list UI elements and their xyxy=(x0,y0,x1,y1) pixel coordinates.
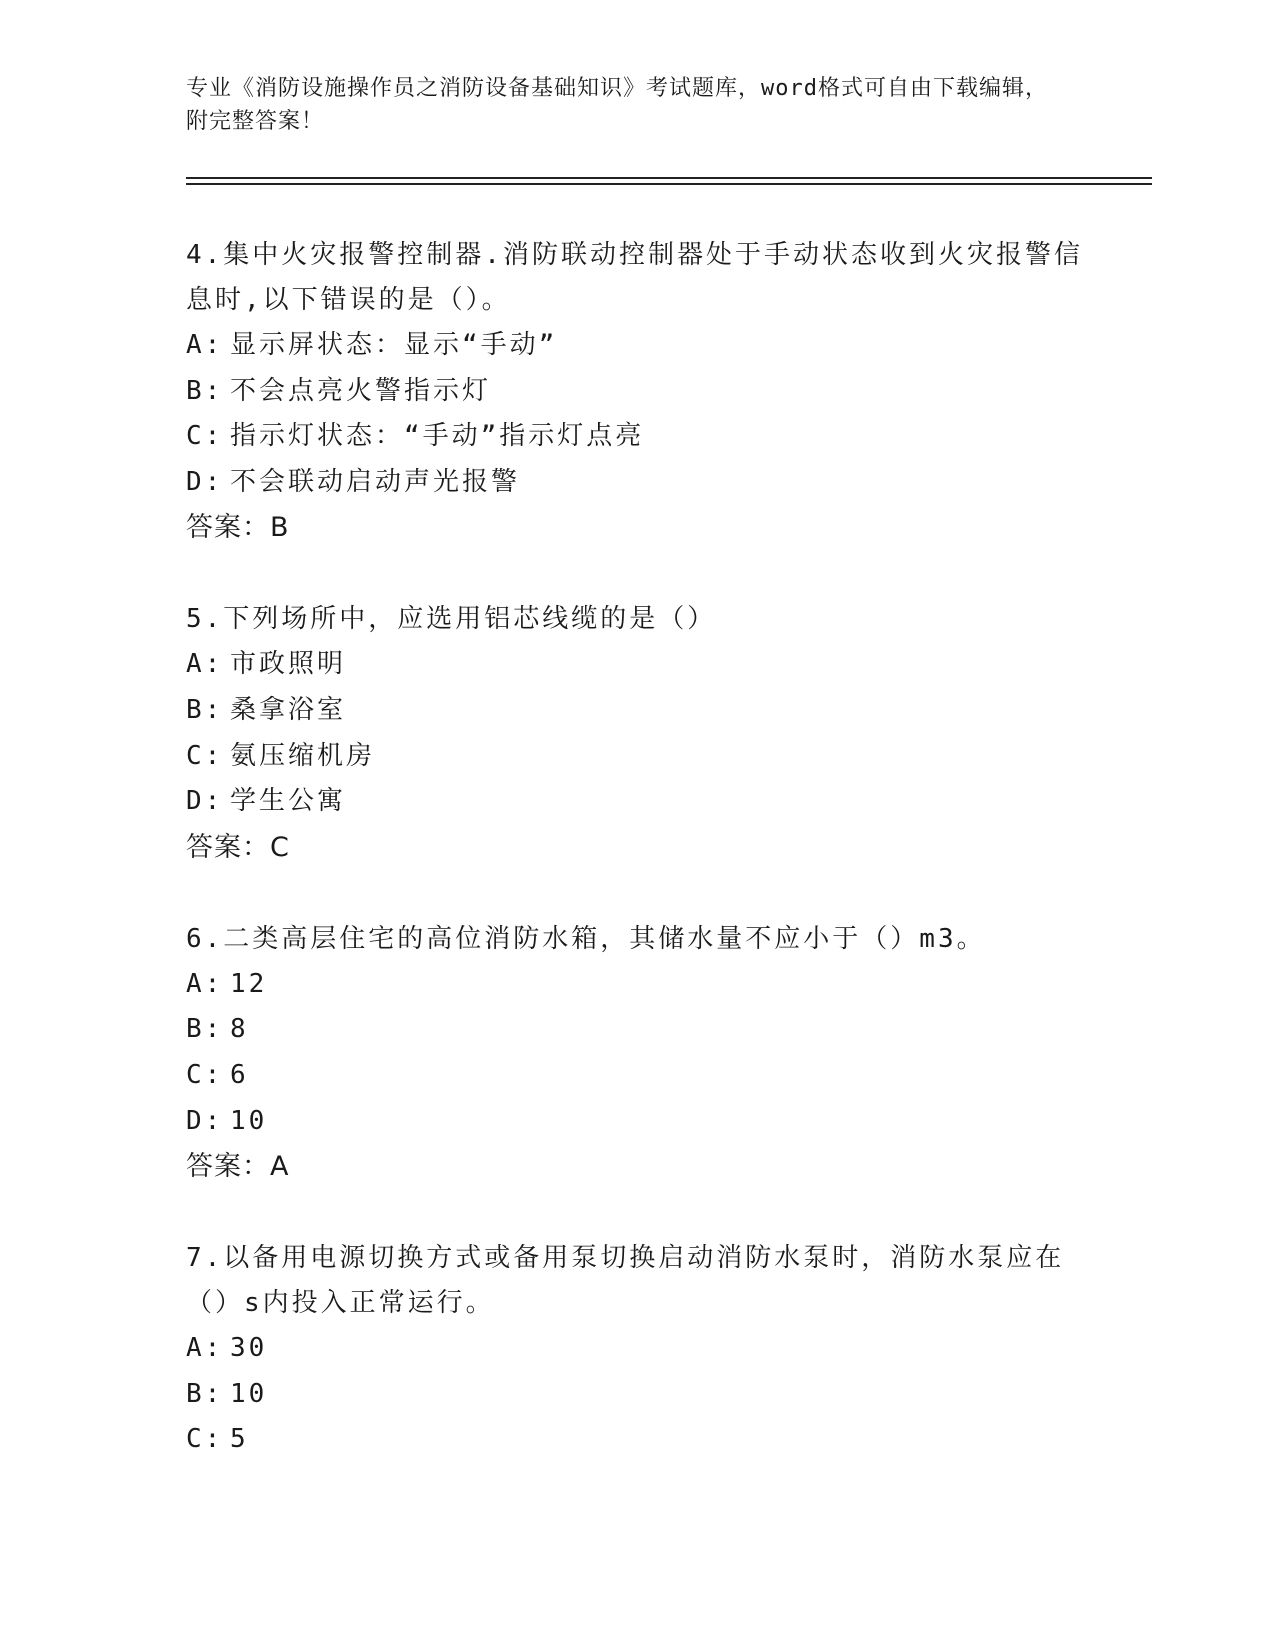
option-letter: C: xyxy=(186,421,224,452)
option-text: 不会点亮火警指示灯 xyxy=(230,375,492,406)
answer-line: 答案：A xyxy=(186,1151,290,1183)
question-text: 6.二类高层住宅的高位消防水箱，其储水量不应小于（）m3。 xyxy=(186,923,986,954)
option-text: 10 xyxy=(230,1378,268,1409)
option-text: 市政照明 xyxy=(230,649,347,680)
option-text: 6 xyxy=(230,1059,249,1090)
header-divider xyxy=(186,177,1152,179)
option-c xyxy=(186,1417,1086,1463)
question-6 xyxy=(186,917,1086,1190)
option-text: 8 xyxy=(230,1014,249,1045)
option-letter: C: xyxy=(186,1424,224,1455)
option-letter: B: xyxy=(186,694,224,725)
question-list xyxy=(186,233,1086,1509)
option-b xyxy=(186,1007,1086,1053)
option-c xyxy=(186,1053,1086,1099)
option-b xyxy=(186,1372,1086,1418)
option-a xyxy=(186,323,1086,369)
option-letter: A: xyxy=(186,330,224,360)
option-letter: A: xyxy=(186,1333,224,1364)
option-text: 显示屏状态：显示“手动” xyxy=(230,330,558,360)
option-text: 不会联动启动声光报警 xyxy=(230,466,521,497)
question-4 xyxy=(186,233,1086,551)
option-text: 指示灯状态：“手动”指示灯点亮 xyxy=(230,421,645,452)
header-divider-second xyxy=(186,183,1152,185)
option-letter: D: xyxy=(186,466,224,497)
option-letter: D: xyxy=(186,1105,224,1136)
option-letter: D: xyxy=(186,786,224,817)
option-text: 学生公寓 xyxy=(230,786,347,817)
option-d xyxy=(186,779,1086,825)
option-a xyxy=(186,962,1086,1008)
question-text: 4.集中火灾报警控制器.消防联动控制器处于手动状态收到火灾报警信息时,以下错误的是（）。 xyxy=(186,240,1083,315)
option-c xyxy=(186,414,1086,460)
option-text: 5 xyxy=(230,1424,249,1455)
option-b xyxy=(186,688,1086,734)
option-letter: A: xyxy=(186,649,224,680)
option-c xyxy=(186,734,1086,780)
option-a xyxy=(186,1326,1086,1372)
option-letter: B: xyxy=(186,1014,224,1045)
answer-line: 答案：C xyxy=(186,831,290,863)
option-d xyxy=(186,1099,1086,1145)
option-text: 氨压缩机房 xyxy=(230,740,376,771)
question-5 xyxy=(186,597,1086,870)
document-intro: 专业《消防设施操作员之消防设备基础知识》考试题库，word格式可自由下载编辑，附完整答案！ xyxy=(186,76,1048,134)
option-letter: B: xyxy=(186,375,224,406)
option-letter: C: xyxy=(186,740,224,771)
option-text: 12 xyxy=(230,968,268,999)
option-letter: C: xyxy=(186,1059,224,1090)
option-letter: B: xyxy=(186,1378,224,1409)
option-b xyxy=(186,369,1086,415)
option-d xyxy=(186,460,1086,506)
option-text: 30 xyxy=(230,1333,268,1364)
question-7 xyxy=(186,1236,1086,1463)
option-text: 10 xyxy=(230,1105,268,1136)
answer-line: 答案：B xyxy=(186,512,290,544)
option-a xyxy=(186,642,1086,688)
question-text: 5.下列场所中，应选用铝芯线缆的是（） xyxy=(186,604,717,635)
option-letter: A: xyxy=(186,968,224,999)
question-text: 7.以备用电源切换方式或备用泵切换启动消防水泵时，消防水泵应在（）s内投入正常运行。 xyxy=(186,1243,1065,1319)
option-text: 桑拿浴室 xyxy=(230,694,347,725)
